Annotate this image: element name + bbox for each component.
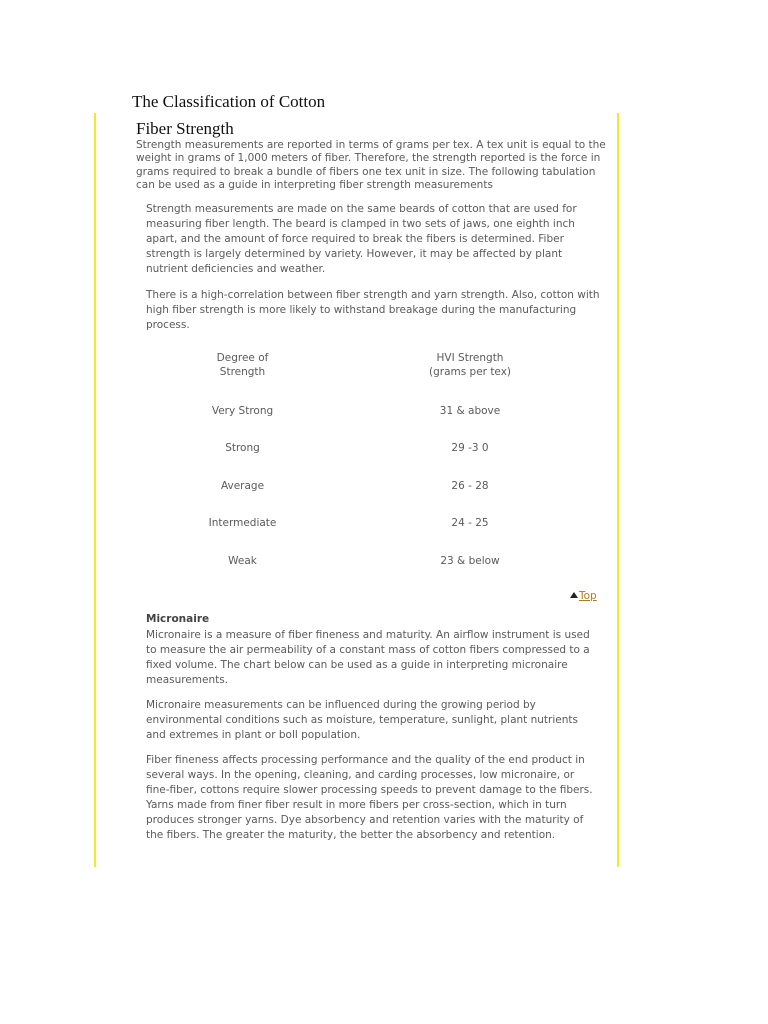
table-row	[146, 467, 601, 505]
table-header-hvi	[339, 352, 601, 382]
table-cell-value: 26 - 28	[451, 479, 489, 492]
fiber-strength-heading: Fiber Strength	[136, 119, 234, 138]
top-link[interactable]	[570, 590, 597, 602]
table-cell-value: 29 -3 0	[451, 442, 489, 455]
table-header-hvi-line-1: HVI Strength	[436, 352, 504, 364]
fiber-strength-intro: Strength measurements are reported in terms of grams per tex. A tex unit is equal to the weight in grams of 1,000 meters of fiber. Therefore, the strength reported is the force in grams required to break a bundle of fibers one tex unit in size. The following tabulation can be used as a guide in interpreting fiber strength measurements	[136, 139, 606, 191]
table-cell-value: 23 & below	[440, 554, 500, 567]
left-yellow-rule	[94, 113, 96, 867]
fiber-strength-paragraph-1: Strength measurements are made on the same beards of cotton that are used for measuring fiber length. The beard is clamped in two sets of jaws, one eighth inch apart, and the amount of force required to break the fibers is determined. Fiber strength is largely determined by variety. However, it may be affected by plant nutrient deficiencies and weather.	[146, 203, 577, 275]
table-cell-value: 31 & above	[439, 404, 501, 417]
table-cell-degree: Intermediate	[208, 517, 277, 530]
micronaire-heading: Micronaire	[146, 613, 210, 625]
table-header-row	[146, 352, 601, 382]
right-yellow-rule	[617, 113, 619, 867]
table-header-degree-line-2: Strength	[219, 365, 266, 378]
table-header-degree	[146, 352, 339, 382]
table-row	[146, 542, 601, 580]
top-link-label: Top	[579, 590, 597, 602]
strength-table	[146, 352, 601, 580]
fiber-strength-paragraph-2: There is a high-correlation between fiber strength and yarn strength. Also, cotton with high fiber strength is more likely to withstand breakage during the manufacturing process.	[146, 289, 600, 331]
table-row	[146, 505, 601, 543]
table-cell-degree: Strong	[225, 442, 260, 455]
table-cell-value: 24 - 25	[451, 517, 489, 530]
table-cell-degree: Average	[220, 479, 265, 492]
table-spacer	[146, 382, 601, 392]
table-row	[146, 430, 601, 468]
table-cell-degree: Weak	[228, 554, 257, 567]
up-triangle-icon	[570, 592, 578, 598]
micronaire-paragraph-3: Fiber fineness affects processing performance and the quality of the end product in several ways. In the opening, cleaning, and carding processes, low micronaire, or fine-fiber, cottons require slower processing speeds to prevent damage to the fibers. Yarns made from finer fiber result in more fibers per cross-section, which in turn produces stronger yarns. Dye absorbency and retention varies with the maturity of the fibers. The greater the maturity, the better the absorbency and retention.	[146, 754, 593, 841]
table-cell-degree: Very Strong	[211, 404, 274, 417]
micronaire-paragraph-2: Micronaire measurements can be influenced during the growing period by environmental conditions such as moisture, temperature, sunlight, plant nutrients and extremes in plant or boll population.	[146, 699, 578, 741]
micronaire-paragraph-1: Micronaire is a measure of fiber fineness and maturity. An airflow instrument is used to measure the air permeability of a constant mass of cotton fibers compressed to a fixed volume. The chart below can be used as a guide in interpreting micronaire measurements.	[146, 629, 590, 686]
page-title: The Classification of Cotton	[132, 92, 326, 111]
table-header-hvi-line-2: (grams per tex)	[428, 365, 512, 378]
table-row	[146, 392, 601, 430]
table-header-degree-line-1: Degree of	[216, 352, 269, 364]
